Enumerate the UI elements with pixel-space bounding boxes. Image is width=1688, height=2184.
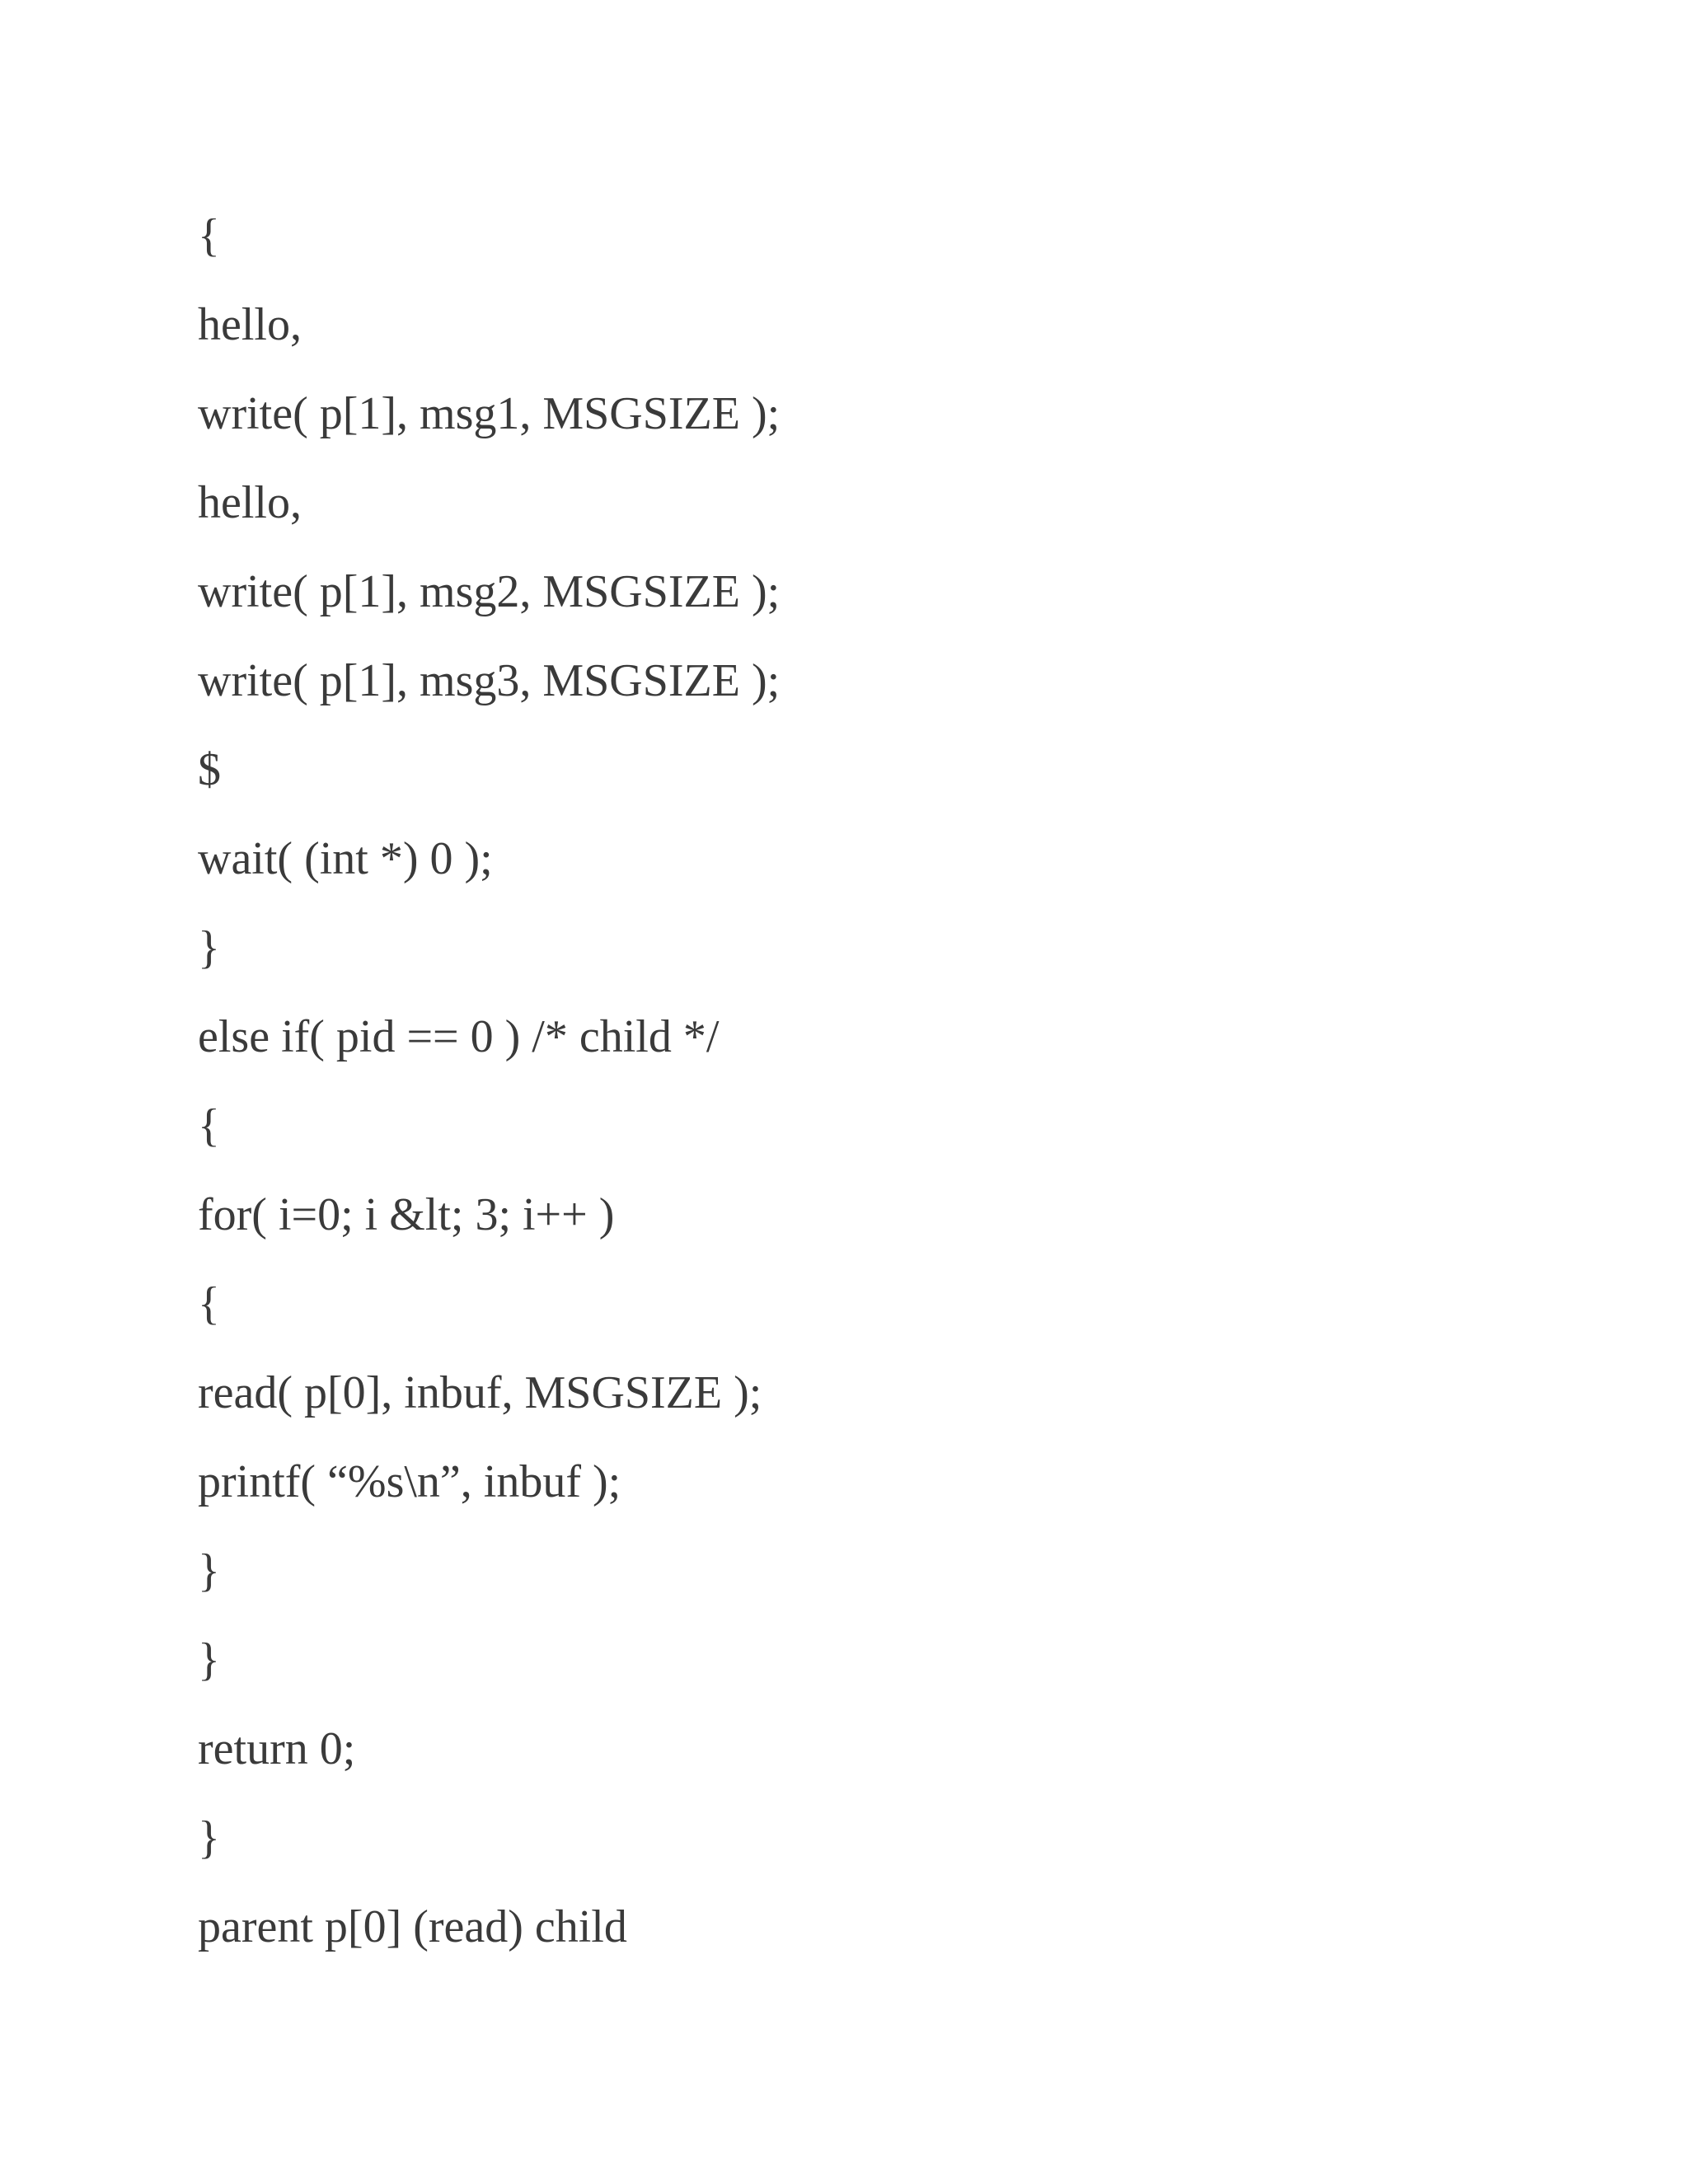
- text-line: hello,: [198, 299, 302, 350]
- text-line: hello,: [198, 477, 302, 528]
- text-line: return 0;: [198, 1723, 356, 1774]
- text-line: printf( “%s\n”, inbuf );: [198, 1456, 621, 1507]
- text-line: read( p[0], inbuf, MSGSIZE );: [198, 1367, 762, 1418]
- text-line: parent p[0] (read) child: [198, 1901, 627, 1952]
- text-line: write( p[1], msg3, MSGSIZE );: [198, 655, 781, 706]
- text-line: {: [198, 210, 220, 261]
- text-line: }: [198, 1812, 220, 1863]
- text-line: }: [198, 1545, 220, 1596]
- text-line: {: [198, 1100, 220, 1151]
- code-text-block: [198, 191, 1517, 1971]
- text-line: {: [198, 1278, 220, 1329]
- text-line: wait( (int *) 0 );: [198, 833, 493, 884]
- text-line: }: [198, 922, 220, 973]
- text-line: write( p[1], msg2, MSGSIZE );: [198, 566, 781, 617]
- text-line: }: [198, 1634, 220, 1685]
- text-line: else if( pid == 0 ) /* child */: [198, 1011, 720, 1062]
- text-line: for( i=0; i &lt; 3; i++ ): [198, 1189, 615, 1240]
- text-line: write( p[1], msg1, MSGSIZE );: [198, 388, 781, 439]
- text-line: $: [198, 744, 221, 795]
